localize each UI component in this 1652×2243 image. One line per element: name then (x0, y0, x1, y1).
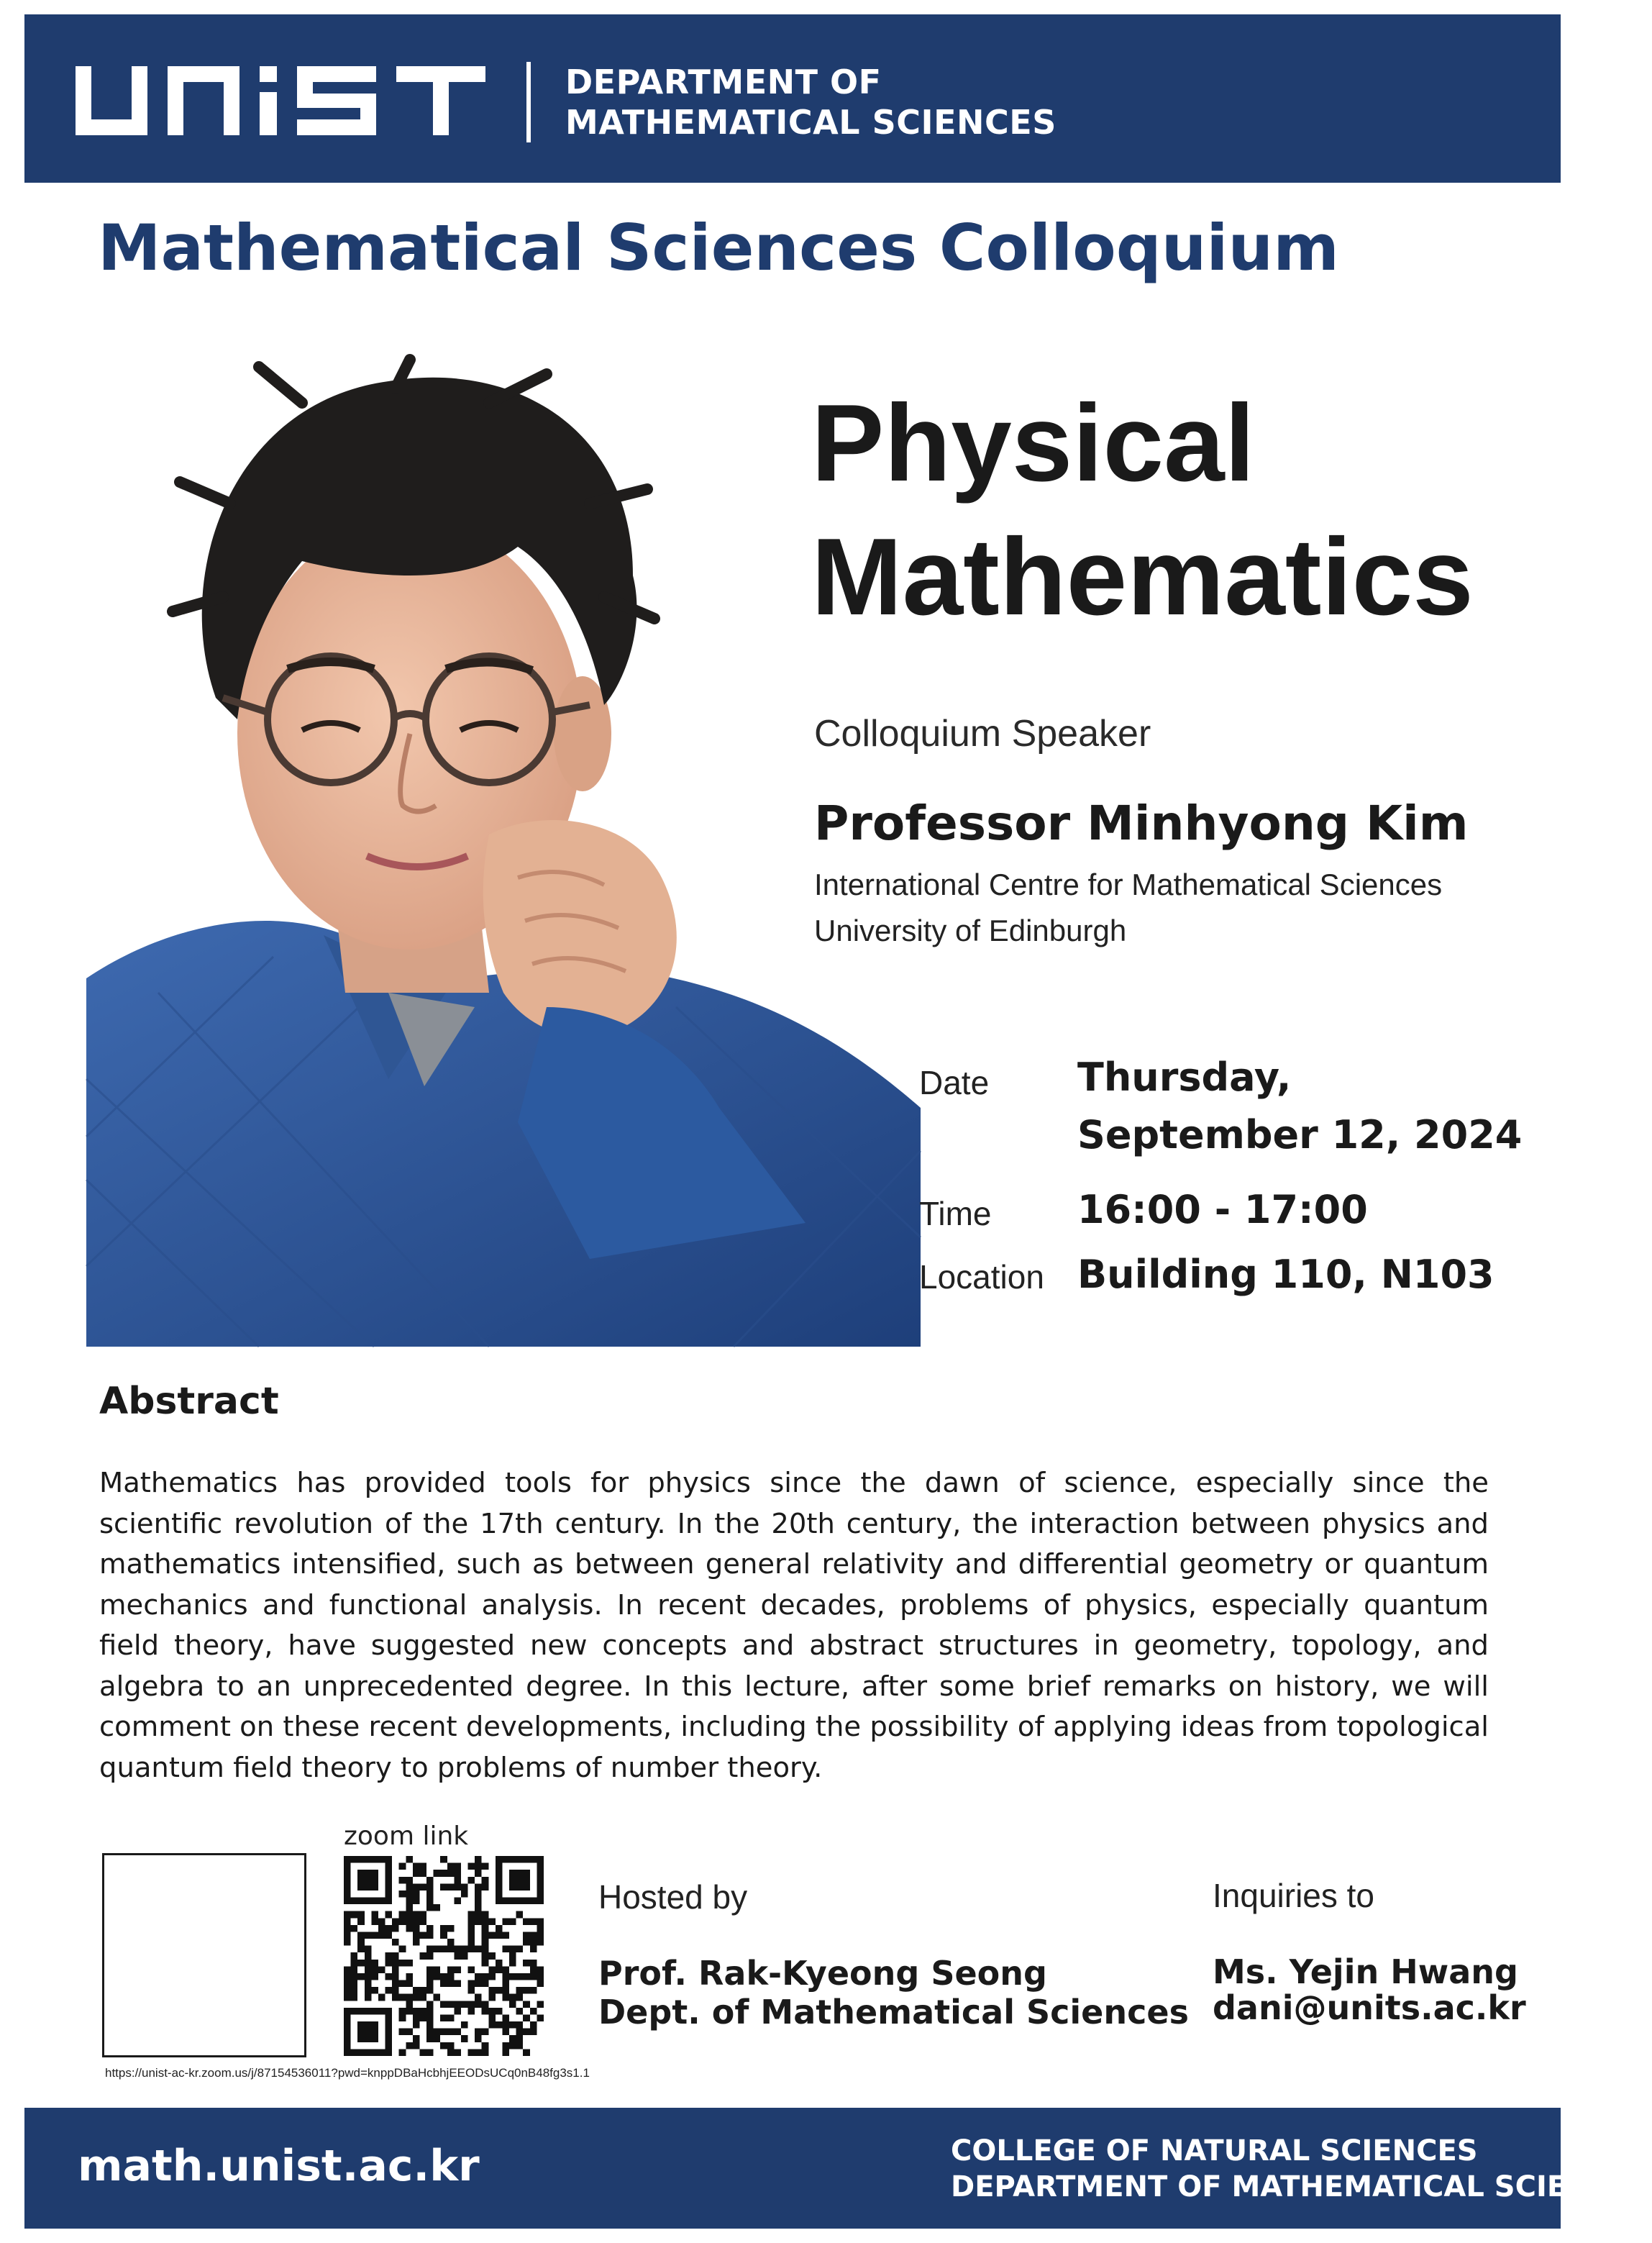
talk-title-line2: Mathematics (811, 516, 1474, 638)
zoom-url[interactable]: https://unist-ac-kr.zoom.us/j/87154536011?pwd=knppDBaHcbhjEEODsUCq0nB48fg3s1.1 (105, 2066, 590, 2080)
inquiries-contact-name: Ms. Yejin Hwang (1213, 1952, 1518, 1991)
blank-box (102, 1853, 306, 2057)
talk-title-line1: Physical (811, 382, 1255, 504)
footer-college-name: COLLEGE OF NATURAL SCIENCES (951, 2134, 1478, 2167)
zoom-qr-code[interactable] (344, 1856, 544, 2056)
location-label: Location (919, 1258, 1044, 1296)
zoom-link-label: zoom link (344, 1821, 469, 1851)
unist-logo (76, 66, 485, 135)
logo-divider (526, 62, 531, 142)
department-name-line1: DEPARTMENT OF (565, 63, 882, 101)
abstract-body: Mathematics has provided tools for physics since the dawn of science, especially since the scientific revolution of the 17th century. In the 20th century, the interaction between physics and mathematics intensified, such as between general relativity and differential geometry or quantum mechanics and functional analysis. In recent decades, problems of physics, especially quantum field theory, have suggested new concepts and abstract structures in geometry, topology, and algebra to an unprecedented degree. In this lecture, after some brief remarks on history, we will comment on these recent developments, including the possibility of applying ideas from topological quantum field theory to problems of number theory. (99, 1467, 1489, 1784)
hosted-by-label: Hosted by (598, 1878, 748, 1916)
speaker-caption: Colloquium Speaker (814, 713, 1151, 755)
department-name-line2: MATHEMATICAL SCIENCES (565, 103, 1057, 142)
series-title: Mathematical Sciences Colloquium (98, 211, 1339, 285)
host-department: Dept. of Mathematical Sciences (598, 1993, 1189, 2032)
speaker-name: Professor Minhyong Kim (814, 796, 1469, 851)
date-value-line1: Thursday, (1077, 1055, 1292, 1100)
footer-department-name: DEPARTMENT OF MATHEMATICAL SCIENCES (951, 2170, 1652, 2203)
date-value-line2: September 12, 2024 (1077, 1112, 1523, 1157)
location-value: Building 110, N103 (1077, 1252, 1494, 1297)
date-label: Date (919, 1064, 990, 1101)
speaker-photo (86, 360, 921, 1347)
inquiries-email[interactable]: dani@units.ac.kr (1213, 1988, 1526, 2027)
inquiries-label: Inquiries to (1213, 1877, 1375, 1914)
speaker-affiliation-line2: University of Edinburgh (814, 914, 1127, 947)
time-value: 16:00 - 17:00 (1077, 1187, 1368, 1232)
speaker-affiliation-line1: International Centre for Mathematical Sciences (814, 868, 1443, 901)
footer-website-link[interactable]: math.unist.ac.kr (78, 2141, 480, 2191)
host-name: Prof. Rak-Kyeong Seong (598, 1954, 1047, 1993)
time-label: Time (919, 1195, 992, 1232)
abstract-heading: Abstract (99, 1380, 279, 1423)
